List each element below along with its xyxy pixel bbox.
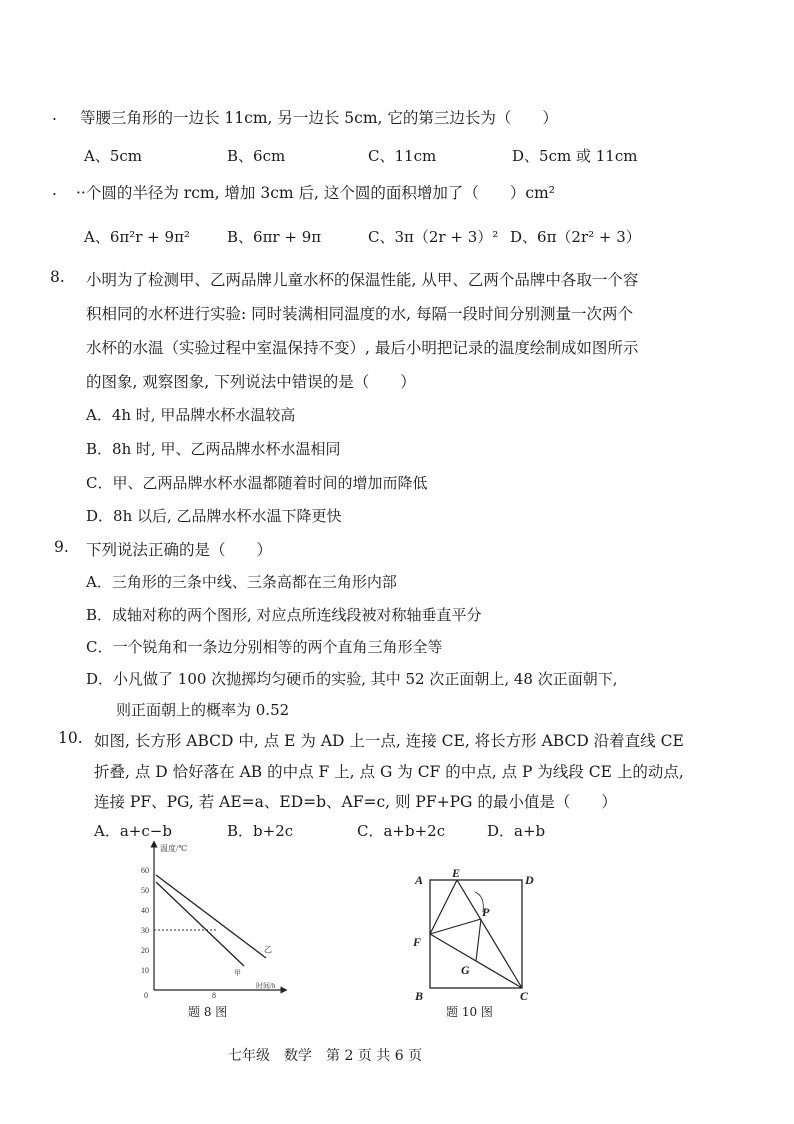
page-footer: 七年级 数学 第 2 页 共 6 页: [228, 1048, 423, 1064]
segment-pg: [476, 919, 481, 961]
question-8-line-4: 的图象, 观察图象, 下列说法中错误的是（ ）: [86, 373, 416, 391]
label-d: D: [525, 873, 534, 887]
question-10-number: 10.: [58, 729, 83, 747]
figure-10-diagram: [405, 862, 540, 1007]
label-e: E: [452, 866, 461, 880]
figure-8-caption: 题 8 图: [188, 1005, 228, 1019]
segment-pf: [430, 919, 481, 934]
question-9-number: 9.: [54, 538, 69, 556]
label-p: P: [482, 905, 490, 919]
y-tick-30: 30: [141, 926, 149, 935]
question-6-stem: 等腰三角形的一边长 11cm, 另一边长 5cm, 它的第三边长为（ ）: [80, 109, 558, 127]
rectangle-abcd: [430, 880, 522, 988]
question-7-option-b: B、6πr + 9π: [227, 228, 322, 246]
series-label-jia: 甲: [234, 969, 241, 977]
label-g: G: [461, 963, 470, 977]
question-9-option-d-line-1: D．小凡做了 100 次抛掷均匀硬币的实验, 其中 52 次正面朝上, 48 次正面朝下,: [86, 670, 618, 688]
question-9-stem: 下列说法正确的是（ ）: [86, 541, 273, 559]
series-label-yi: 乙: [264, 945, 272, 954]
question-6-option-b: B、6cm: [227, 147, 286, 165]
question-10-line-2: 折叠, 点 D 恰好落在 AB 的中点 F 上, 点 G 为 CF 的中点, 点 P 为线段 CE 上的动点,: [94, 763, 684, 781]
question-8-option-b: B．8h 时, 甲、乙两品牌水杯水温相同: [86, 440, 341, 458]
series-line-yi: [156, 875, 266, 958]
question-7-option-d: D、6π（2r² + 3）: [510, 228, 641, 246]
y-tick-40: 40: [141, 906, 149, 915]
origin-label: 0: [144, 991, 148, 1000]
label-b: B: [415, 989, 424, 1003]
question-10-line-1: 如图, 长方形 ABCD 中, 点 E 为 AD 上一点, 连接 CE, 将长方形 ABCD 沿着直线 CE: [94, 732, 684, 750]
question-8-number: 8.: [50, 268, 65, 286]
question-7-stem: ··个圆的半径为 rcm, 增加 3cm 后, 这个圆的面积增加了（ ）cm²: [76, 184, 555, 202]
question-6-option-a: A、5cm: [84, 147, 143, 165]
x-axis-label: 时间/h: [256, 982, 276, 990]
label-a: A: [415, 873, 424, 887]
question-10-option-a: A．a+c−b: [94, 822, 172, 840]
label-f: F: [413, 935, 422, 949]
question-8-line-3: 水杯的水温（实验过程中室温保持不变）, 最后小明把记录的温度绘制成如图所示: [86, 339, 639, 357]
question-8-line-1: 小明为了检测甲、乙两品牌儿童水杯的保温性能, 从甲、乙两个品牌中各取一个容: [86, 271, 639, 289]
question-8-option-d: D．8h 以后, 乙品牌水杯水温下降更快: [86, 507, 342, 525]
question-9-option-a: A．三角形的三条中线、三条高都在三角形内部: [86, 573, 397, 591]
question-8-option-a: A．4h 时, 甲品牌水杯水温较高: [86, 406, 296, 424]
series-line-jia: [156, 882, 244, 966]
segment-ef: [430, 880, 457, 934]
question-7-option-c: C、3π（2r + 3）²: [368, 228, 499, 246]
question-8-line-2: 积相同的水杯进行实验: 同时装满相同温度的水, 每隔一段时间分别测量一次两个: [86, 305, 634, 323]
figure-10-caption: 题 10 图: [446, 1005, 493, 1019]
question-10-option-d: D．a+b: [487, 822, 546, 840]
question-6-option-d: D、5cm 或 11cm: [512, 147, 638, 165]
question-9-option-d-line-2: 则正面朝上的概率为 0.52: [116, 701, 290, 719]
y-tick-60: 60: [141, 866, 149, 875]
y-tick-50: 50: [141, 886, 149, 895]
x-tick-8: 8: [212, 991, 216, 1000]
question-6-option-c: C、11cm: [368, 147, 437, 165]
y-tick-10: 10: [141, 966, 149, 975]
question-9-option-c: C．一个锐角和一条边分别相等的两个直角三角形全等: [86, 638, 443, 656]
y-axis-label: 温度/℃: [160, 844, 188, 853]
question-9-option-b: B．成轴对称的两个图形, 对应点所连线段被对称轴垂直平分: [86, 606, 482, 624]
label-c: C: [520, 989, 529, 1003]
question-10-option-b: B．b+2c: [227, 822, 294, 840]
question-6-number: .: [52, 106, 57, 124]
figure-8-graph: [138, 840, 288, 1015]
question-8-option-c: C．甲、乙两品牌水杯水温都随着时间的增加而降低: [86, 474, 428, 492]
question-10-line-3: 连接 PF、PG, 若 AE=a、ED=b、AF=c, 则 PF+PG 的最小值是（ ）: [94, 793, 617, 811]
question-10-option-c: C．a+b+2c: [357, 822, 446, 840]
question-7-number: .: [52, 181, 57, 199]
question-7-option-a: A、6π²r + 9π²: [84, 228, 190, 246]
y-tick-20: 20: [141, 946, 149, 955]
